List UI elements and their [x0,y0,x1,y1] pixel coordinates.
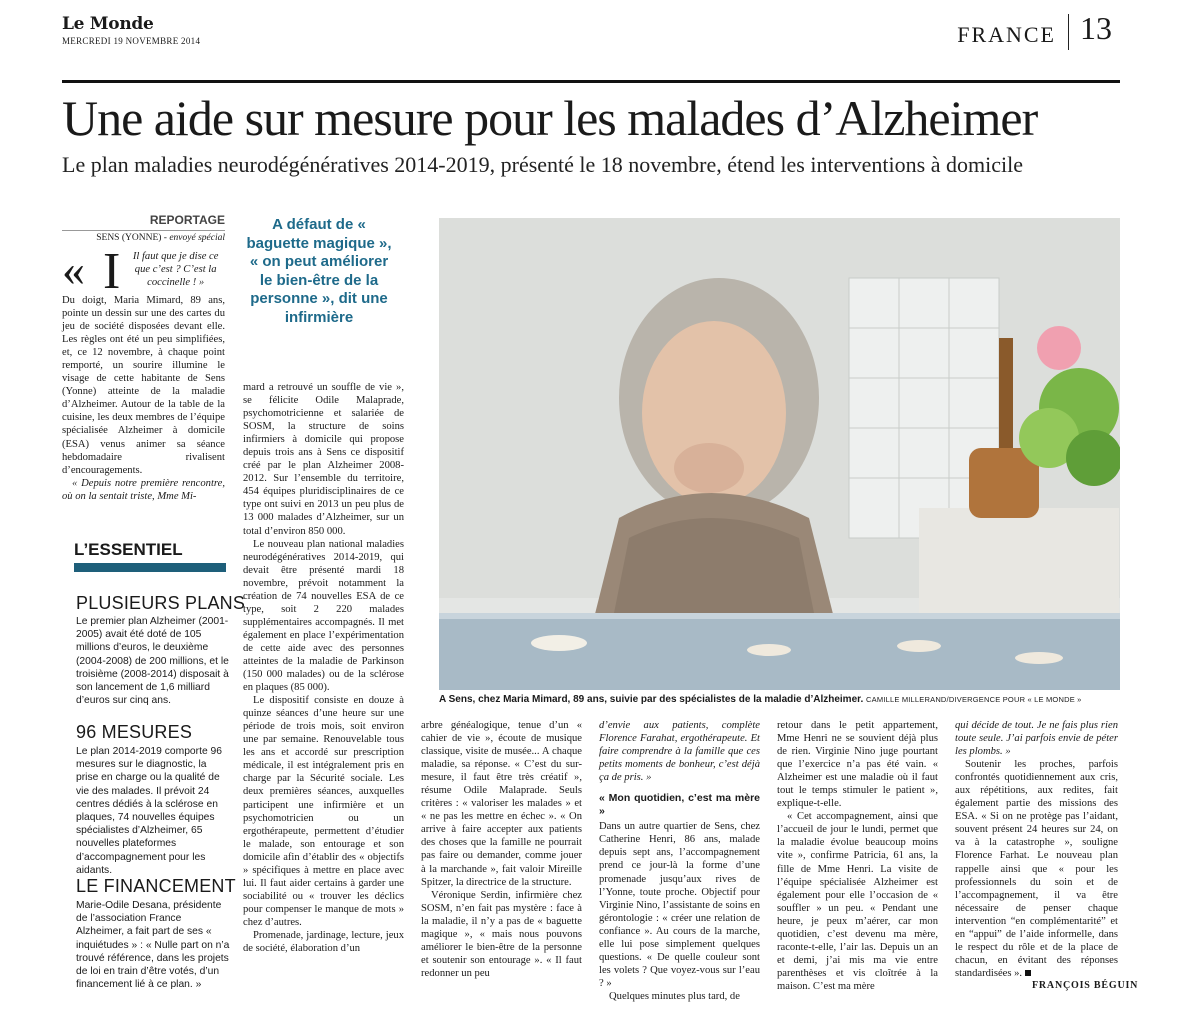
col2-para-3: Le dispositif consiste en douze à quinze séances d’une heure sur une période de trois mois, soit environ une par semaine. Renouvelable tous les ans et accordé sur prescription médicale, il est intégralement pris en charge par la Sécurité sociale. Les deux premières séances, auxquelles participent une infirmière et un psychomotricien ou un ergothérapeute, permettent d’étudier le malade, son entourage et son domicile afin d’établir des « objectifs » spécifiques à mettre en place avec lui. Il faut aider certains à garder une sociabilité ou « trouver les déclics pour compenser le manque de mots » chez d’autres. [243,695,404,928]
essentiel-text-1: Le premier plan Alzheimer (2001-2005) avait été doté de 105 millions d’euros, le deuxième (2004-2008) de 200 millions, et le troisième (2008-2014) disposait à son lancement de 1,6 milliard d’euros sur cinq ans. [76,616,229,707]
photo-caption [439,694,1129,705]
essentiel-heading-1: PLUSIEURS PLANS [76,593,246,613]
section-name: FRANCE [957,22,1056,47]
essentiel-text-3: Marie-Odile Desana, présidente de l’association France Alzheimer, a fait part de ses « inquiétudes » : « Nulle part on n’a trouvé référence, dans les projets de loi en train d’être votés, d’un financement lié à ce plan. » [76,900,230,991]
article-col-6 [955,719,1118,980]
page-number: 13 [1080,10,1112,46]
dropcap-text: Il faut que je dise ce que c’est ? C’est la coccinelle ! » [132,251,219,289]
top-rule [62,80,1120,83]
subheadline: Le plan maladies neurodégénératives 2014-2019, présenté le 18 novembre, étend les interventions à domicile [62,152,1023,177]
article-col-3 [421,719,582,980]
col5-para-2: « Cet accompagnement, ainsi que l’accueil de jour le lundi, permet que la maladie évolue beaucoup moins vite », confirme Patricia, 61 ans, la fille de Mme Henri. La visite de l’équipe spécialisée Alzheimer est également pour elle l’occasion de « souffler » un peu. « Pendant une heure, je peux m’aérer, car mon quotidien, c’est devenu ma mère, raconte-t-elle, l’air las. Depuis un an et demi, j’ai mis ma vie entre parenthèses et vis cloîtrée à la maison. C’est ma mère [777,811,938,992]
essentiel-heading-2: 96 MESURES [76,722,193,742]
col3-para-2: Véronique Serdin, infirmière chez SOSM, n’en fait pas mystère : face à la maladie, il n’y a pas de « baguette magique », « mais nous pouvons améliorer le bien-être de la personne et soutenir son entourage ». « Il faut redonner un peu [421,889,582,979]
issue-date: MERCREDI 19 NOVEMBRE 2014 [62,36,201,46]
byline-place: SENS (YONNE) [96,233,162,243]
article-photo [439,218,1120,690]
col6-para-2: Soutenir les proches, parfois confrontés quotidiennement aux cris, aux répétitions, aux redites, fait également partie des missions des ESA. « Si on ne protège pas l’aidant, souvent présent 24 heures sur 24, on va à la catastrophe », souligne Florence Farhat. Le nouveau plan rappelle ainsi que « pour les professionnels du soin et de l’accompagnement, il va être nécessaire de penser chaque intervention “en complémentarité” et en “appui” de l’aide informelle, dans le respect du rôle et de la place de chacun, en évitant des réponses standardisées ». [955,759,1118,979]
newspaper-logo: Le Monde [62,14,154,34]
masthead-divider [1068,14,1069,50]
byline: SENS (YONNE) - envoyé spécial [62,230,225,243]
photo-credit: CAMILLE MILLERAND/DIVERGENCE POUR « LE MONDE » [866,695,1082,704]
col3-para-1: arbre généalogique, tenue d’un « cahier de vie », écoute de musique classique, visite de musée... A chaque maladie, sa réponse. « C’est du sur-mesure, il faut être très créatif », résume Odile Malaprade. Seuls critères : « valoriser les malades » et « ne pas les mettre en échec ». « On arrive à faire accepter aux patients des choses que la famille ne pourrait pas faire ou demander, comme jouer à la marchande », fait valoir Mireille Spitzer, la directrice de la structure. [421,720,582,888]
drop-cap: I [103,243,121,300]
article-col-2 [243,381,404,955]
col4-para-3: Quelques minutes plus tard, de [609,990,740,1002]
col4-para-2: Dans un autre quartier de Sens, chez Catherine Henri, 86 ans, malade depuis sept ans, l’accompagnement prend ce jour-là la forme d’une promenade jusqu’aux rives de l’Yonne, toute proche. Objectif pour Virginie Nino, l’assistante de soins en gérontologie : « créer une relation de confiance ». Au cours de la marche, elle lui pose simplement quelques questions. « De quelle couleur sont les volets ? Que voyez-vous sur l’eau ? » [599,821,760,989]
author-signature: FRANÇOIS BÉGUIN [1032,980,1139,991]
col1-para-2: « Depuis notre première rencontre, où on la sentait triste, Mme Mi- [62,477,225,502]
article-col-5 [777,719,938,993]
col1-para-1: Du doigt, Maria Mimard, 89 ans, pointe un dessin sur une des cartes du jeu de société disposées devant elle. Les règles ont été un peu simplifiées, et, ce 12 novembre, à chaque point remporté, un sourire illumine le visage de cette habitante de Sens (Yonne) atteinte de la maladie d’Alzheimer. Autour de la table de la cuisine, les deux membres de l’équipe spécialisée Alzheimer à domicile (ESA) venus animer sa séance hebdomadaire rivalisent d’encouragements. [62,295,225,476]
end-mark [1025,970,1031,976]
caption-text: A Sens, chez Maria Mimard, 89 ans, suivie par des spécialistes de la maladie d’Alzheimer. [439,694,864,705]
col5-para-1: retour dans le petit appartement, Mme Henri ne se souvient déjà plus de rien. Virginie Nino juge pourtant que l’exercice n’a pas été vain. « Alzheimer est une maladie où il faut tout le temps stimuler le patient », explique-t-elle. [777,720,938,810]
essentiel-title: L’ESSENTIEL [74,540,183,559]
kicker: REPORTAGE [149,213,225,227]
headline: Une aide sur mesure pour les malades d’Alzheimer [62,90,1038,146]
essentiel-rule [74,563,226,572]
col2-para-4: Promenade, jardinage, lecture, jeux de société, élaboration d’un [243,929,404,955]
opening-guillemet: « [62,244,85,295]
col2-para-2: Le nouveau plan national maladies neurodégénératives 2014-2019, qui devait être présenté mardi 18 novembre, prévoit notamment la création de 74 nouvelles ESA de ce type, soit 2 220 malades supplémentaires accompagnés. Il met également en place l’expérimentation de cette aide avec des personnes atteintes de la maladie de Parkinson (150 000 malades) ou de la sclérose en plaques (85 000). [243,538,404,694]
essentiel-heading-3: LE FINANCEMENT [76,876,236,896]
byline-role: envoyé spécial [169,233,225,243]
article-col-1 [62,243,225,503]
essentiel-text-2: Le plan 2014-2019 comporte 96 mesures sur le diagnostic, la prise en charge ou la qualité de vie des malades. Il prévoit 24 centres dédiés à la sclérose en plaques, 74 nouvelles équipes spécialistes d’Alzheimer, 65 nouvelles plateformes d’accompagnement pour les aidants. [76,746,222,876]
col6-para-1: qui décide de tout. Je ne fais plus rien toute seule. J’ai parfois envie de péter les plombs. » [955,720,1118,758]
photo-illustration [439,218,1120,690]
col4-intertitle: « Mon quotidien, c’est ma mère » [599,792,760,818]
pull-quote: A défaut de « baguette magique », « on peut améliorer le bien-être de la personne », dit une infirmière [246,216,392,326]
col2-para-1: mard a retrouvé un souffle de vie », se félicite Odile Malaprade, psychomotricienne et salariée de SOSM, la structure de soins infirmiers à domicile qui propose depuis trois ans à Sens ce dispositif créé par le plan Alzheimer 2008-2012. Sur l’ensemble du territoire, 454 équipes pluridisciplinaires de ce type ont suivi en 2013 un peu plus de 13 000 malades d’Alzheimer, sur un total d’environ 850 000. [243,382,404,537]
article-col-4 [599,719,760,1003]
col4-para-1: d’envie aux patients, complète Florence Farahat, ergothérapeute. Et faire comprendre à la famille que ces petits moments de bonheur, c’est déjà ça de pris. » [599,720,760,784]
